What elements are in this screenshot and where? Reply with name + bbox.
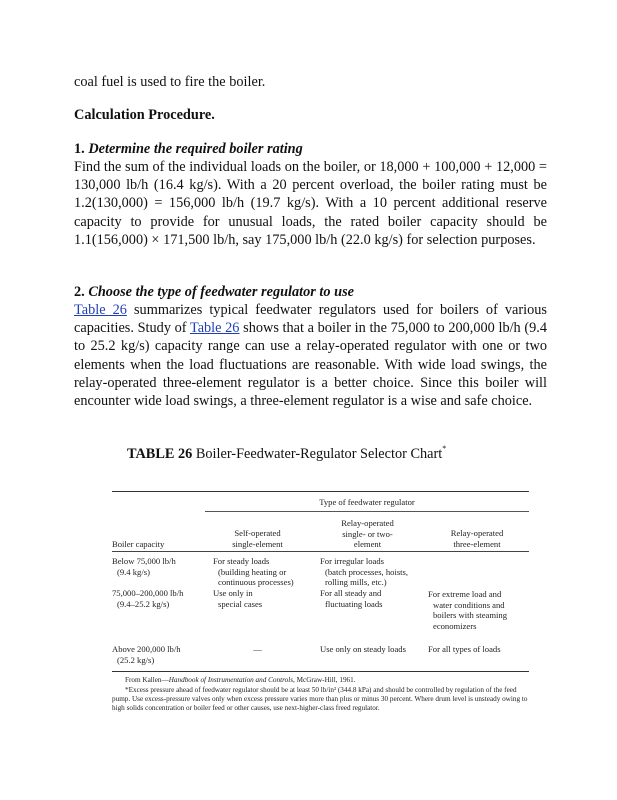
table-row-relay12: Use only on steady loads [320, 644, 406, 654]
table-26-link-2[interactable]: Table 26 [189, 320, 240, 337]
table-footnote: *Excess pressure ahead of feedwater regulator should be at least 50 lb/in² (344.8 kPa) and should be controlled by regulation of the feed pump. Use excess-pressure valves only when excess pressure varies more than plus or minus 30 percent. Where drum level is unsteady owing to high solids concentration or boiler feed or other causes, use next-higher-class freed regulator. [112, 686, 528, 712]
table-top-rule [112, 491, 529, 492]
table-row-self: — [253, 644, 262, 654]
footnote-mark: * [442, 444, 447, 453]
table-26-link[interactable]: Table 26 [74, 302, 127, 318]
step2-title: Choose the type of feedwater regulator to use [88, 284, 354, 300]
table-row-capacity: Above 200,000 lb/h (25.2 kg/s) [112, 644, 181, 665]
step1-title: Determine the required boiler rating [88, 141, 303, 157]
step2-body: Table 26 summarizes typical feedwater regulators used for boilers of various capacities. Study of Table 26 shows that a boiler in the 75,000 to 200,000 lb/h (9.4 to 25.2 kg/s) capacity range can use a relay-operated regulator with one or two elements when the load fluctuations are reasonable. With wide load swings, the relay-operated three-element regulator is a better choice. Since this boiler will encounter wide load swings, a three-element regulator is a wise and safe choice. [74, 302, 548, 410]
step1-number: 1. [74, 141, 85, 157]
table-row-relay3: For extreme load and water conditions and boilers with steaming economizers [428, 589, 507, 631]
col-header-capacity: Boiler capacity [112, 539, 165, 549]
table-source: From Kallen—Handbook of Instrumentation and Controls, McGraw-Hill, 1961. [125, 676, 356, 684]
table-label: TABLE 26 [127, 446, 193, 462]
table-row-relay3: For all types of loads [428, 644, 501, 654]
group-header: Type of feedwater regulator [319, 497, 415, 507]
header-rule [112, 551, 529, 552]
table-row-relay12: For all steady and fluctuating loads [320, 588, 383, 609]
table-bottom-rule [112, 671, 529, 672]
section-heading: Calculation Procedure. [74, 107, 215, 123]
table-row-capacity: Below 75,000 lb/h (9.4 kg/s) [112, 556, 176, 577]
table-caption [127, 444, 446, 463]
step2-heading [74, 283, 547, 301]
table-row-self: Use only in special cases [213, 588, 263, 609]
table-row-capacity: 75,000–200,000 lb/h (9.4–25.2 kg/s) [112, 588, 184, 609]
group-rule [205, 511, 529, 512]
table-title: Boiler-Feedwater-Regulator Selector Chart [192, 446, 443, 462]
col-header-self: Self-operated single-element [232, 528, 283, 549]
intro-line: coal fuel is used to fire the boiler. [74, 74, 266, 90]
table-row-relay12: For irregular loads (batch processes, hoists, rolling mills, etc.) [320, 556, 409, 588]
col-header-relay3: Relay-operated three-element [450, 528, 504, 549]
table-row-self: For steady loads (building heating or continuous processes) [213, 556, 294, 588]
col-header-relay12: Relay-operated single- or two- element [341, 518, 394, 550]
step2-number: 2. [74, 284, 85, 300]
step1-heading [74, 140, 547, 158]
step1-body: Find the sum of the individual loads on the boiler, or 18,000 + 100,000 + 12,000 = 130,000 lb/h (16.4 kg/s). With a 20 percent overload, the boiler rating must be 1.2(130,000) = 156,000 lb/h (19.7 kg/s). With a 10 percent additional reserve capacity to provide for unusual loads, the rated boiler capacity should be 1.1(156,000) × 171,500 lb/h, say 175,000 lb/h (22.0 kg/s) for selection purposes. [74, 159, 547, 248]
